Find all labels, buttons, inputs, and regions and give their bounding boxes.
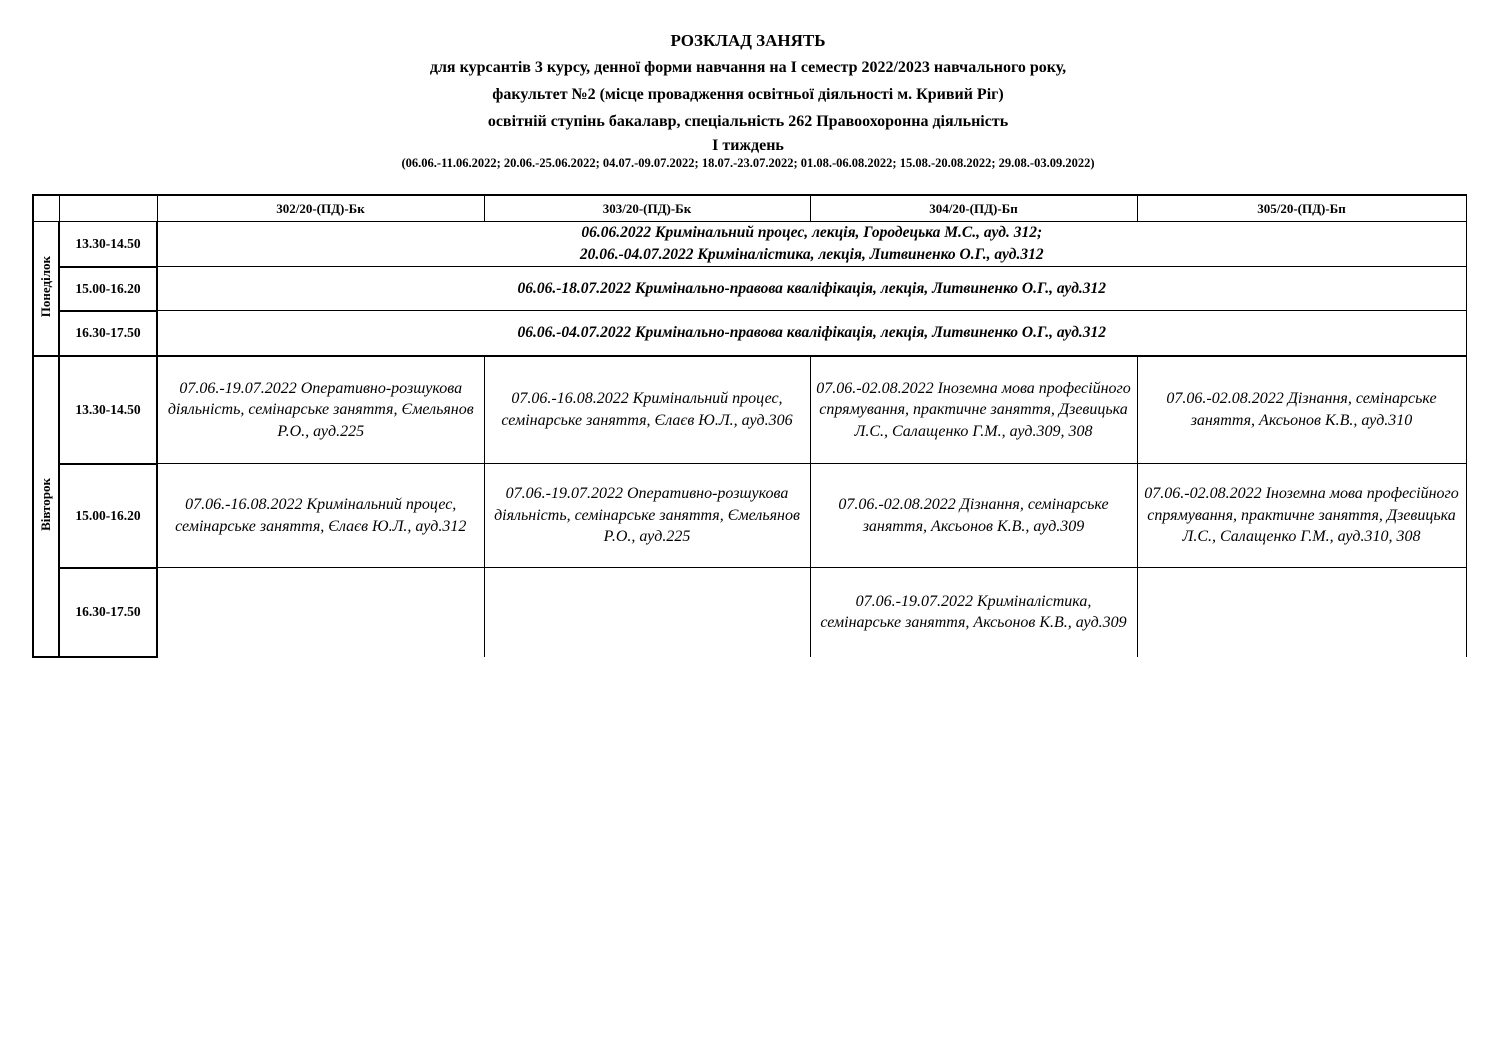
day-label-monday xyxy=(33,222,59,356)
lecture-line: 06.06.2022 Кримінальний процес, лекція, Городецька М.С., ауд. 312; xyxy=(581,224,1043,241)
lecture-line: 06.06.-18.07.2022 Кримінально-правова кваліфікація, лекція, Литвиненко О.Г., ауд.312 xyxy=(517,279,1107,297)
group-header: 302/20-(ПД)-Бк xyxy=(157,195,484,222)
class-cell: 07.06.-02.08.2022 Іноземна мова професійного спрямування, практичне заняття, Дзевицька Л.С., Салащенко Г.М., ауд.309, 308 xyxy=(810,356,1137,464)
class-cell: 07.06.-02.08.2022 Іноземна мова професійного спрямування, практичне заняття, Дзевицька Л.С., Салащенко Г.М., ауд.310, 308 xyxy=(1137,464,1466,568)
class-cell xyxy=(157,568,484,657)
group-header: 304/20-(ПД)-Бп xyxy=(810,195,1137,222)
tuesday-slot-1 xyxy=(33,356,1466,464)
week-label: І тиждень xyxy=(712,137,784,154)
monday-slot-3 xyxy=(33,311,1466,356)
lecture-cell xyxy=(157,267,1466,311)
time-slot: 13.30-14.50 xyxy=(59,222,157,267)
subtitle-course: для курсантів 3 курсу, денної форми навчання на І семестр 2022/2023 навчального року, xyxy=(429,59,1067,76)
day-name: Понеділок xyxy=(38,255,53,317)
class-cell xyxy=(1137,568,1466,657)
day-label-tuesday xyxy=(33,356,59,657)
class-cell: 07.06.-16.08.2022 Кримінальний процес, семінарське заняття, Єлаєв Ю.Л., ауд.306 xyxy=(484,356,810,464)
time-slot: 16.30-17.50 xyxy=(59,568,157,657)
week-dates: (06.06.-11.06.2022; 20.06.-25.06.2022; 04.07.-09.07.2022; 18.07.-23.07.2022; 01.08.-06.08.2022; 15.08.-20.08.2022; 29.08.-03.09.2022) xyxy=(401,156,1095,170)
class-cell: 07.06.-16.08.2022 Кримінальний процес, семінарське заняття, Єлаєв Ю.Л., ауд.312 xyxy=(157,464,484,568)
time-slot: 15.00-16.20 xyxy=(59,267,157,311)
group-header: 303/20-(ПД)-Бк xyxy=(484,195,810,222)
subtitle-faculty: факультет №2 (місце провадження освітньої діяльності м. Кривий Ріг) xyxy=(492,86,1004,103)
corner-cell xyxy=(33,195,59,222)
tuesday-slot-2 xyxy=(33,464,1466,568)
tuesday-slot-3 xyxy=(33,568,1466,657)
group-header: 305/20-(ПД)-Бп xyxy=(1137,195,1466,222)
class-cell: 07.06.-19.07.2022 Криміналістика, семінарське заняття, Аксьонов К.В., ауд.309 xyxy=(810,568,1137,657)
class-cell: 07.06.-02.08.2022 Дізнання, семінарське заняття, Аксьонов К.В., ауд.310 xyxy=(1137,356,1466,464)
lecture-line: 20.06.-04.07.2022 Криміналістика, лекція, Литвиненко О.Г., ауд.312 xyxy=(579,246,1044,263)
class-cell: 07.06.-19.07.2022 Оперативно-розшукова діяльність, семінарське заняття, Ємельянов Р.О., ауд.225 xyxy=(157,356,484,464)
time-slot: 13.30-14.50 xyxy=(59,356,157,464)
monday-slot-1 xyxy=(33,222,1466,267)
class-cell: 07.06.-02.08.2022 Дізнання, семінарське заняття, Аксьонов К.В., ауд.309 xyxy=(810,464,1137,568)
schedule-table xyxy=(32,194,1467,658)
monday-slot-2 xyxy=(33,267,1466,311)
lecture-line: 06.06.-04.07.2022 Кримінально-правова кваліфікація, лекція, Литвиненко О.Г., ауд.312 xyxy=(517,323,1107,341)
subtitle-specialty: освітній ступінь бакалавр, спеціальність 262 Правоохоронна діяльність xyxy=(487,113,1009,130)
class-cell xyxy=(484,568,810,657)
class-cell: 07.06.-19.07.2022 Оперативно-розшукова діяльність, семінарське заняття, Ємельянов Р.О., ауд.225 xyxy=(484,464,810,568)
lecture-cell xyxy=(157,311,1466,356)
day-name: Вівторок xyxy=(38,477,53,531)
time-slot: 16.30-17.50 xyxy=(59,311,157,356)
group-header-row xyxy=(33,195,1466,222)
schedule-title: РОЗКЛАД ЗАНЯТЬ xyxy=(670,31,826,50)
corner-cell xyxy=(59,195,157,222)
lecture-cell xyxy=(157,222,1466,267)
time-slot: 15.00-16.20 xyxy=(59,464,157,568)
